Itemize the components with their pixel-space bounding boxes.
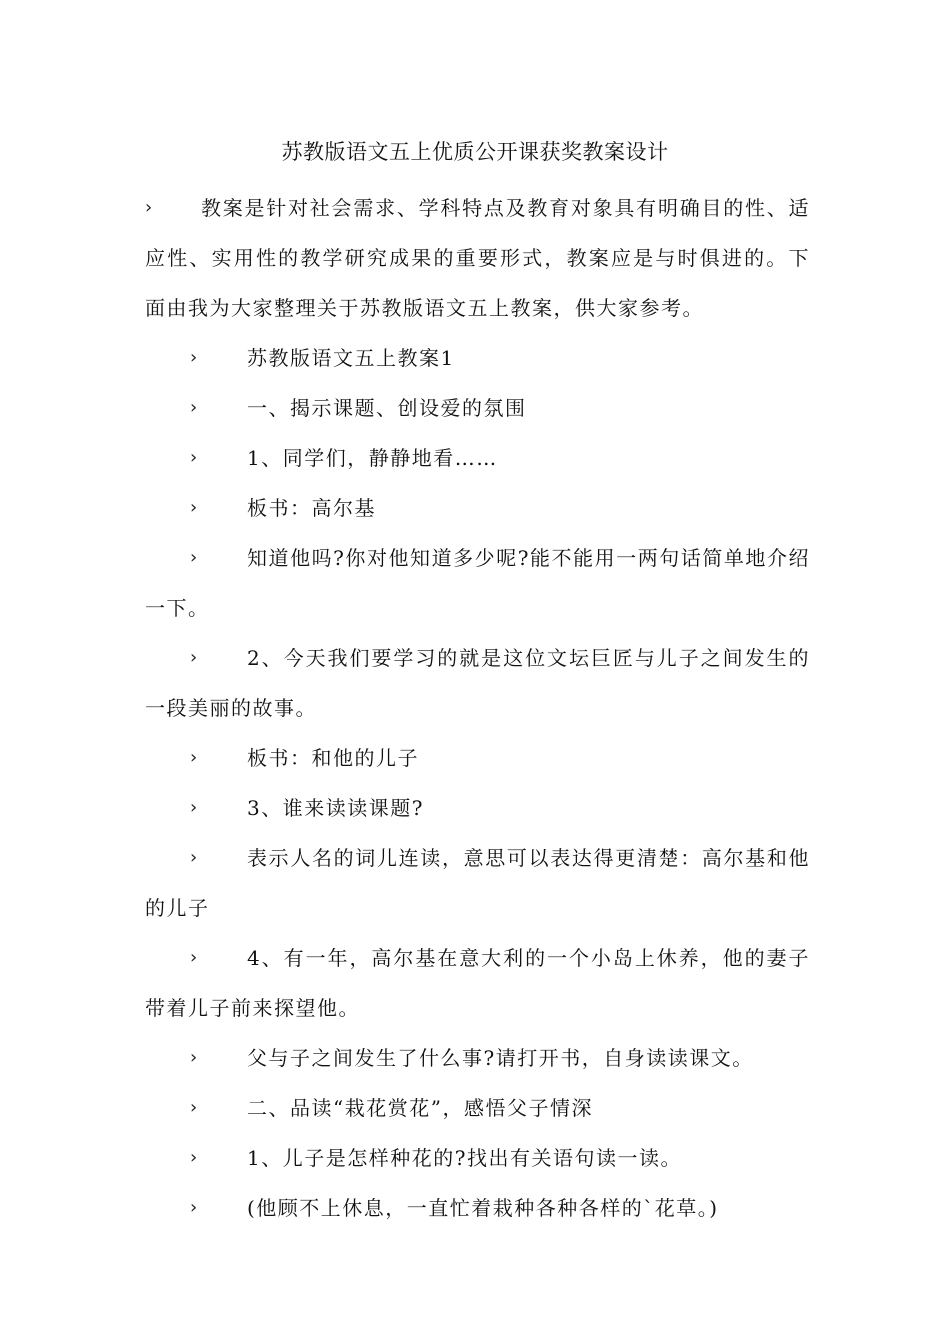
paragraph-board-note — [145, 483, 810, 533]
document-title: 苏教版语文五上优质公开课获奖教案设计 — [281, 140, 669, 164]
paragraph-text: 3、谁来读读课题? — [247, 796, 424, 820]
paragraph-intro — [145, 183, 810, 333]
bullet-marker-icon: › — [190, 397, 199, 418]
paragraph-question — [145, 1033, 810, 1083]
document-body — [145, 183, 810, 1233]
paragraph-text: 二、品读“栽花赏花”，感悟父子情深 — [247, 1096, 593, 1120]
paragraph-text: 父与子之间发生了什么事?请打开书，自身读读课文。 — [247, 1046, 754, 1070]
paragraph-lesson-heading — [145, 333, 810, 383]
bullet-marker-icon: › — [190, 647, 199, 668]
bullet-marker-icon: › — [190, 847, 199, 868]
paragraph-step — [145, 633, 810, 733]
bullet-marker-icon: › — [190, 797, 199, 818]
bullet-marker-icon: › — [190, 447, 199, 468]
paragraph-text: 教案是针对社会需求、学科特点及教育对象具有明确目的性、适应性、实用性的教学研究成果的重要形式，教案应是与时俱进的。下面由我为大家整理关于苏教版语文五上教案，供大家参考。 — [145, 196, 810, 320]
paragraph-quote — [145, 1183, 810, 1233]
paragraph-text: (他顾不上休息，一直忙着栽种各种各样的`花草。) — [247, 1196, 719, 1220]
bullet-marker-icon: › — [190, 547, 199, 568]
paragraph-text: 1、儿子是怎样种花的?找出有关语句读一读。 — [247, 1146, 682, 1170]
paragraph-step — [145, 933, 810, 1033]
paragraph-text: 苏教版语文五上教案1 — [247, 346, 455, 370]
paragraph-step — [145, 1133, 810, 1183]
bullet-marker-icon: › — [190, 1047, 199, 1068]
paragraph-step — [145, 433, 810, 483]
paragraph-text: 4、有一年，高尔基在意大利的一个小岛上休养，他的妻子带着儿子前来探望他。 — [145, 946, 810, 1020]
paragraph-text: 一、揭示课题、创设爱的氛围 — [247, 396, 527, 420]
paragraph-text: 板书：高尔基 — [247, 496, 376, 520]
paragraph-text: 表示人名的词儿连读，意思可以表达得更清楚：高尔基和他的儿子 — [145, 846, 810, 920]
bullet-marker-icon: › — [190, 1097, 199, 1118]
paragraph-step — [145, 783, 810, 833]
bullet-marker-icon: › — [190, 747, 199, 768]
paragraph-section-one — [145, 383, 810, 433]
bullet-marker-icon: › — [190, 347, 199, 368]
bullet-marker-icon: › — [190, 1197, 199, 1218]
bullet-marker-icon: › — [145, 197, 154, 218]
bullet-marker-icon: › — [190, 947, 199, 968]
paragraph-board-note — [145, 733, 810, 783]
bullet-marker-icon: › — [190, 497, 199, 518]
bullet-marker-icon: › — [190, 1147, 199, 1168]
paragraph-text: 1、同学们，静静地看…… — [247, 446, 498, 470]
paragraph-section-two — [145, 1083, 810, 1133]
paragraph-text: 知道他吗?你对他知道多少呢?能不能用一两句话简单地介绍一下。 — [145, 546, 810, 620]
paragraph-text: 板书：和他的儿子 — [247, 746, 419, 770]
paragraph-explanation — [145, 833, 810, 933]
paragraph-text: 2、今天我们要学习的就是这位文坛巨匠与儿子之间发生的一段美丽的故事。 — [145, 646, 810, 720]
paragraph-question — [145, 533, 810, 633]
